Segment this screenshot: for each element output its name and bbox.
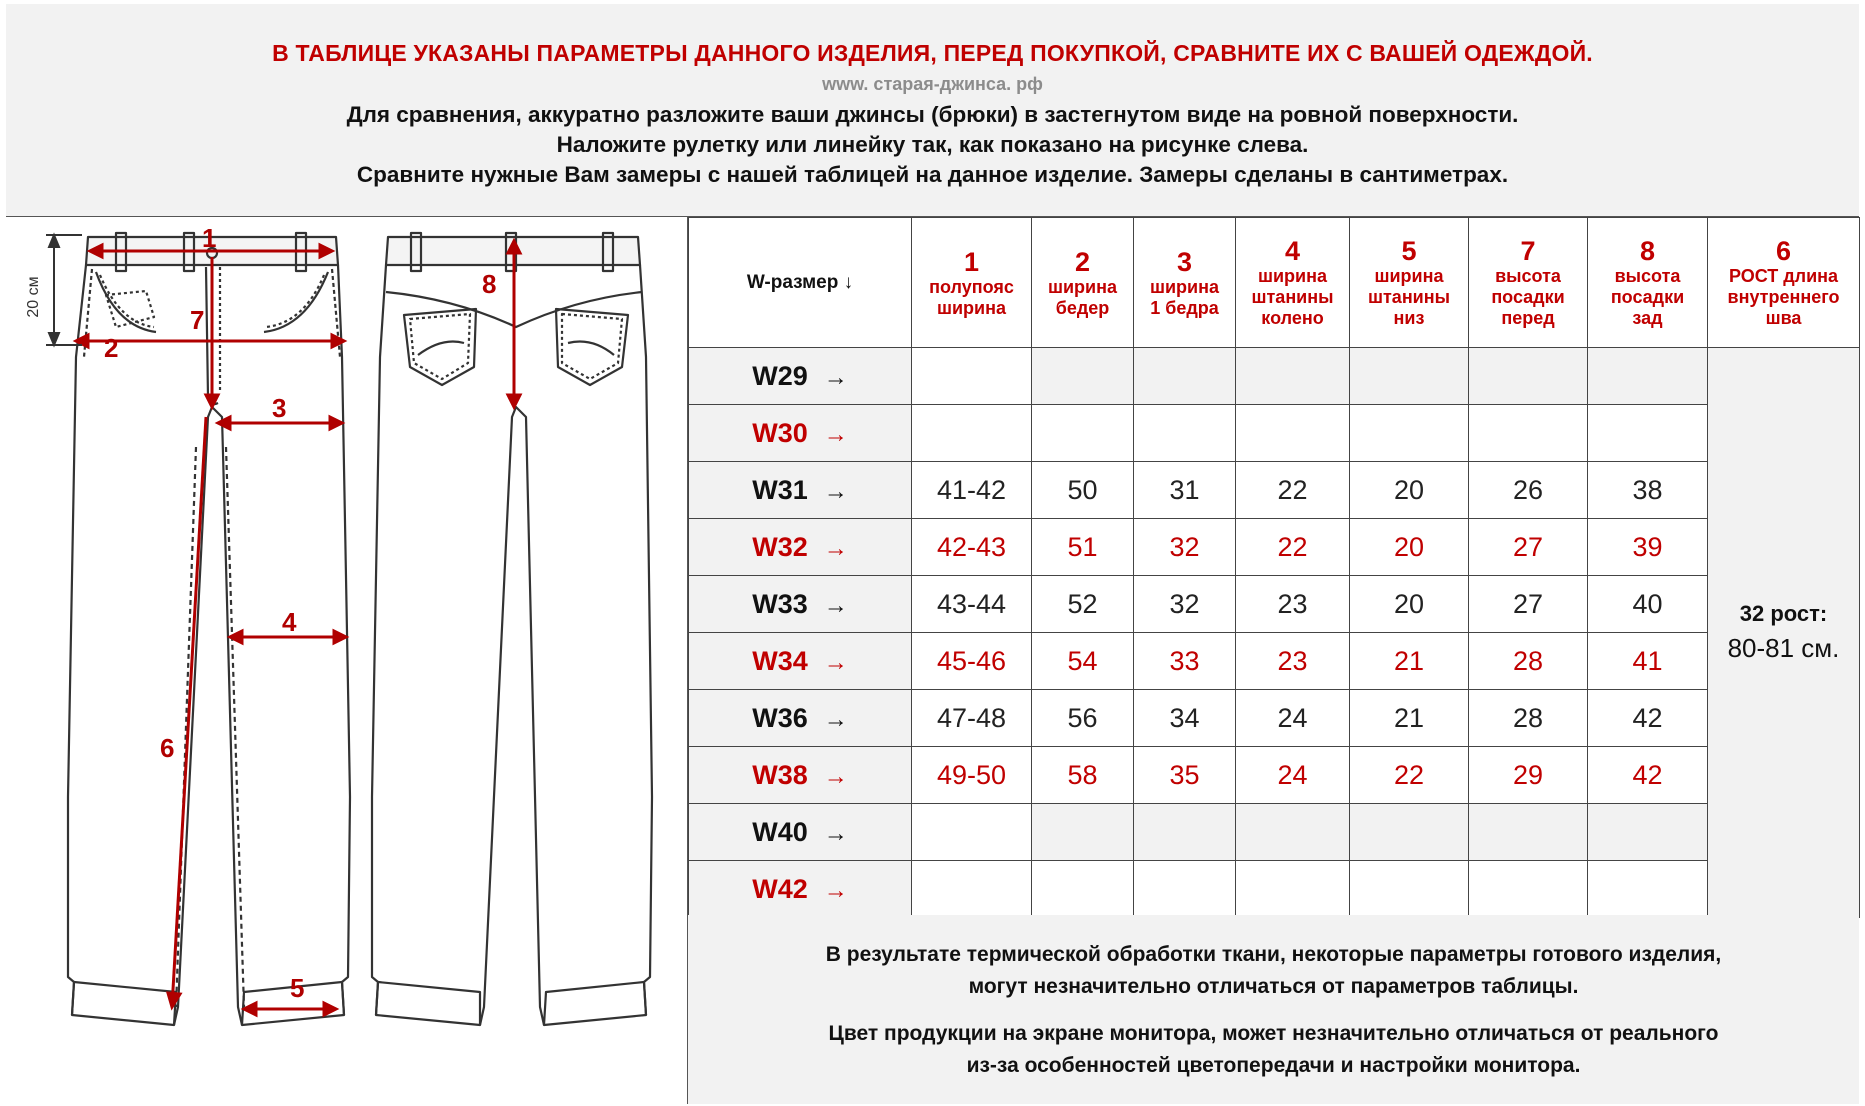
rost-value: 80-81 см.	[1727, 633, 1840, 663]
value-cell: 34	[1134, 690, 1236, 747]
size-cell: W42 →	[689, 861, 912, 918]
value-cell	[1469, 405, 1588, 462]
value-cell: 28	[1469, 633, 1588, 690]
value-cell: 43-44	[912, 576, 1032, 633]
value-cell	[1032, 348, 1134, 405]
table-row	[689, 633, 1860, 690]
size-cell: W38 →	[689, 747, 912, 804]
size-cell: W33 →	[689, 576, 912, 633]
size-cell: W29 →	[689, 348, 912, 405]
table-row	[689, 747, 1860, 804]
value-cell: 41-42	[912, 462, 1032, 519]
col-header-3: 3 ширина 1 бедра	[1134, 218, 1236, 348]
mark-4: 4	[282, 607, 297, 637]
value-cell: 22	[1350, 747, 1469, 804]
value-cell	[1588, 348, 1708, 405]
value-cell: 39	[1588, 519, 1708, 576]
value-cell	[1588, 405, 1708, 462]
value-cell	[1236, 348, 1350, 405]
value-cell	[1032, 405, 1134, 462]
size-cell: W31 →	[689, 462, 912, 519]
value-cell: 23	[1236, 633, 1350, 690]
table-row	[689, 576, 1860, 633]
header-instruction-1: Для сравнения, аккуратно разложите ваши джинсы (брюки) в застегнутом виде на ровной поверхности.	[346, 102, 1519, 127]
header-instruction-2: Наложите рулетку или линейку так, как показано на рисунке слева.	[556, 132, 1309, 157]
value-cell	[1469, 348, 1588, 405]
value-cell: 50	[1032, 462, 1134, 519]
header-panel	[6, 4, 1859, 217]
value-cell	[1469, 861, 1588, 918]
value-cell: 42	[1588, 690, 1708, 747]
value-cell: 56	[1032, 690, 1134, 747]
value-cell	[912, 348, 1032, 405]
value-cell	[912, 861, 1032, 918]
value-cell: 27	[1469, 519, 1588, 576]
value-cell: 40	[1588, 576, 1708, 633]
value-cell	[1588, 804, 1708, 861]
size-cell: W40 →	[689, 804, 912, 861]
col-header-7: 7 высота посадки перед	[1469, 218, 1588, 348]
col-header-6: 6 РОСТ длина внутреннего шва	[1708, 218, 1860, 348]
value-cell: 29	[1469, 747, 1588, 804]
value-cell: 27	[1469, 576, 1588, 633]
value-cell	[1350, 348, 1469, 405]
value-cell	[1134, 861, 1236, 918]
table-row	[689, 519, 1860, 576]
value-cell	[1236, 804, 1350, 861]
value-cell: 21	[1350, 690, 1469, 747]
value-cell	[1469, 804, 1588, 861]
mark-6: 6	[160, 733, 175, 763]
measurement-lines	[76, 241, 520, 1015]
footer-note-1b: могут незначительно отличаться от параметров таблицы.	[968, 975, 1579, 998]
header-instruction-3: Сравните нужные Вам замеры с нашей таблицей на данное изделие. Замеры сделаны в сантиметрах.	[356, 162, 1509, 187]
value-cell: 20	[1350, 462, 1469, 519]
value-cell: 38	[1588, 462, 1708, 519]
jeans-diagram-svg	[6, 217, 686, 1102]
value-cell: 22	[1236, 462, 1350, 519]
size-cell: W34 →	[689, 633, 912, 690]
col-header-8: 8 высота посадки зад	[1588, 218, 1708, 348]
table-row	[689, 405, 1860, 462]
value-cell: 24	[1236, 747, 1350, 804]
mark-8: 8	[482, 269, 497, 299]
mark-2: 2	[104, 333, 119, 363]
value-cell: 35	[1134, 747, 1236, 804]
value-cell: 24	[1236, 690, 1350, 747]
col-header-1: 1 полупояс ширина	[912, 218, 1032, 348]
value-cell: 20	[1350, 576, 1469, 633]
value-cell	[1032, 804, 1134, 861]
value-cell: 42-43	[912, 519, 1032, 576]
height-bracket	[46, 235, 82, 345]
size-cell: W30 →	[689, 405, 912, 462]
table-header-row	[689, 218, 1860, 348]
mark-1: 1	[202, 223, 217, 253]
value-cell: 41	[1588, 633, 1708, 690]
col-header-2: 2 ширина бедер	[1032, 218, 1134, 348]
value-cell: 31	[1134, 462, 1236, 519]
table-row	[689, 804, 1860, 861]
value-cell: 33	[1134, 633, 1236, 690]
value-cell	[1236, 861, 1350, 918]
value-cell: 32	[1134, 576, 1236, 633]
header-warning-title: В ТАБЛИЦЕ УКАЗАНЫ ПАРАМЕТРЫ ДАННОГО ИЗДЕЛИЯ, ПЕРЕД ПОКУПКОЙ, СРАВНИТЕ ИХ С ВАШЕЙ ОДЕЖДОЙ.	[272, 40, 1593, 66]
value-cell: 42	[1588, 747, 1708, 804]
value-cell: 51	[1032, 519, 1134, 576]
value-cell: 21	[1350, 633, 1469, 690]
mark-7: 7	[190, 305, 205, 335]
col-header-5: 5 ширина штанины низ	[1350, 218, 1469, 348]
rost-label: 32 рост:	[1739, 601, 1828, 626]
value-cell: 26	[1469, 462, 1588, 519]
jeans-back-view	[372, 233, 652, 1025]
value-cell	[1350, 405, 1469, 462]
value-cell: 20	[1350, 519, 1469, 576]
mark-5: 5	[290, 973, 305, 1003]
value-cell	[912, 405, 1032, 462]
header-site-url[interactable]: www. старая-джинса. рф	[822, 74, 1043, 94]
footer-notes	[688, 915, 1859, 1104]
value-cell: 22	[1236, 519, 1350, 576]
value-cell: 52	[1032, 576, 1134, 633]
rost-cell	[1708, 348, 1860, 918]
value-cell	[1236, 405, 1350, 462]
table-row	[689, 690, 1860, 747]
value-cell: 58	[1032, 747, 1134, 804]
table-row	[689, 861, 1860, 918]
value-cell	[1350, 861, 1469, 918]
jeans-measurement-diagram	[6, 217, 688, 1104]
size-table	[688, 217, 1860, 918]
value-cell	[912, 804, 1032, 861]
value-cell	[1588, 861, 1708, 918]
height-label-20cm: 20 см	[25, 276, 42, 318]
size-cell: W32 →	[689, 519, 912, 576]
value-cell: 32	[1134, 519, 1236, 576]
value-cell: 45-46	[912, 633, 1032, 690]
size-cell: W36 →	[689, 690, 912, 747]
col-header-4: 4 ширина штанины колено	[1236, 218, 1350, 348]
value-cell: 47-48	[912, 690, 1032, 747]
value-cell	[1134, 405, 1236, 462]
value-cell	[1134, 348, 1236, 405]
footer-note-2b: из-за особенностей цветопередачи и настройки монитора.	[966, 1054, 1581, 1077]
footer-note-2a: Цвет продукции на экране монитора, может незначительно отличаться от реального	[828, 1022, 1719, 1045]
value-cell	[1032, 861, 1134, 918]
corner-header: W-размер ↓	[689, 218, 912, 348]
value-cell: 23	[1236, 576, 1350, 633]
value-cell	[1350, 804, 1469, 861]
mark-3: 3	[272, 393, 287, 423]
table-row	[689, 348, 1860, 405]
footer-note-1a: В результате термической обработки ткани, некоторые параметры готового изделия,	[825, 943, 1722, 966]
table-row	[689, 462, 1860, 519]
value-cell: 28	[1469, 690, 1588, 747]
value-cell: 54	[1032, 633, 1134, 690]
value-cell: 49-50	[912, 747, 1032, 804]
value-cell	[1134, 804, 1236, 861]
